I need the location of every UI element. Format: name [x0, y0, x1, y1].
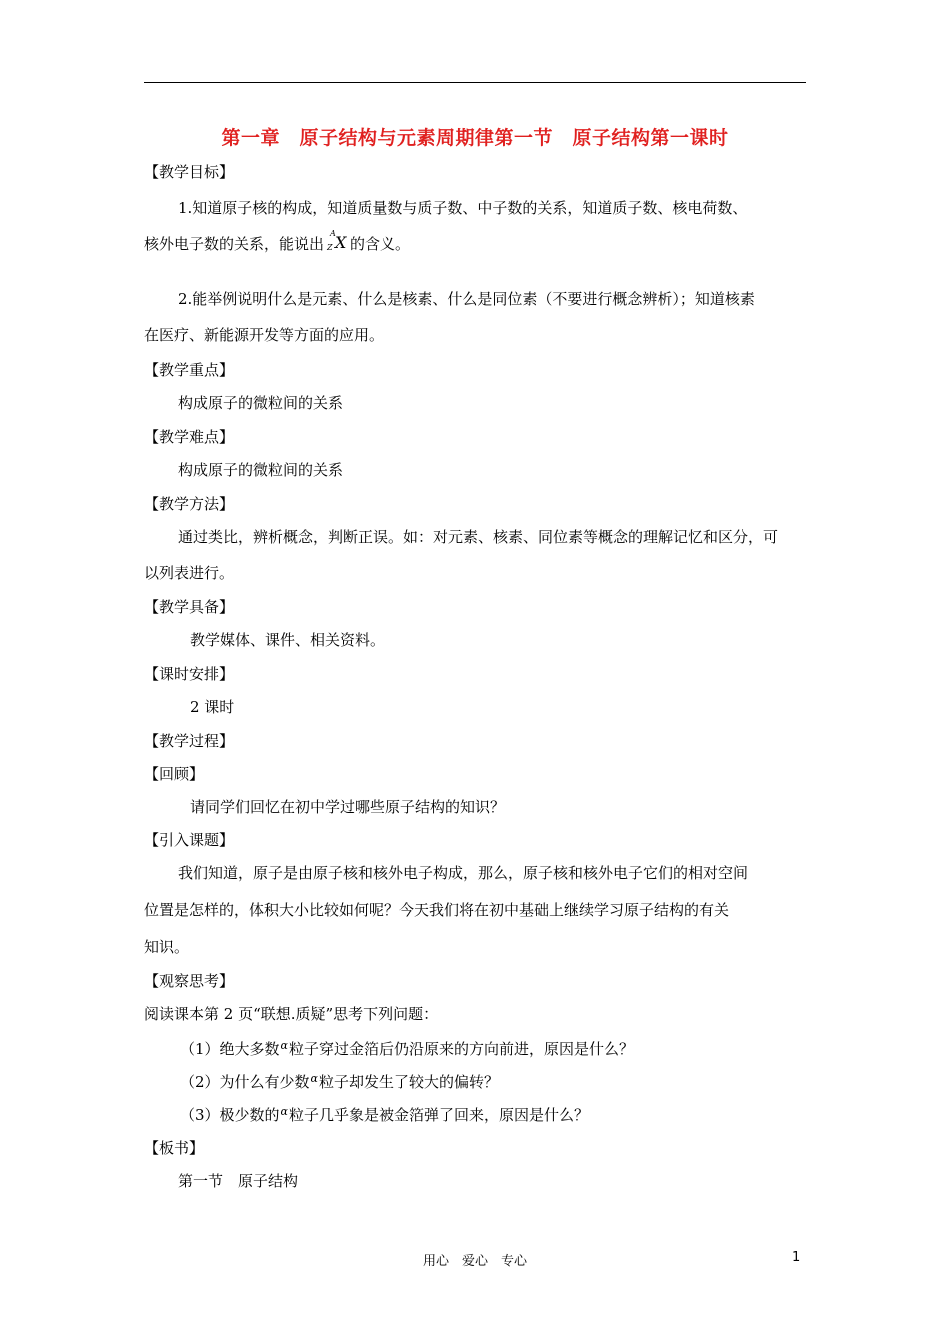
- goal-2-line-2: 在医疗、新能源开发等方面的应用。: [144, 326, 385, 344]
- schedule-text: 2 课时: [190, 698, 235, 716]
- equipment-text: 教学媒体、课件、相关资料。: [190, 631, 386, 649]
- difficult-points-heading: 【教学难点】: [144, 428, 235, 446]
- intro-line-1: 我们知道，原子是由原子核和核外电子构成，那么，原子核和核外电子它们的相对空间: [178, 864, 749, 882]
- question-1-tail: 粒子穿过金箔后仍沿原来的方向前进，原因是什么？: [288, 1040, 634, 1058]
- page-title: 第一章 原子结构与元素周期律第一节 原子结构第一课时: [221, 127, 729, 149]
- equipment-heading: 【教学具备】: [144, 598, 235, 616]
- mass-number: A: [330, 229, 336, 238]
- method-heading: 【教学方法】: [144, 495, 235, 513]
- header-rule: [144, 82, 806, 83]
- question-2-tail: 粒子却发生了较大的偏转？: [318, 1073, 499, 1091]
- question-2-lead: （2）为什么有少数: [180, 1073, 310, 1091]
- review-text: 请同学们回忆在初中学过哪些原子结构的知识？: [190, 798, 506, 816]
- board-text: 第一节 原子结构: [178, 1172, 299, 1190]
- schedule-heading: 【课时安排】: [144, 665, 235, 683]
- goal-1-line-2-text: 核外电子数的关系，能说出: [144, 235, 325, 253]
- method-line-2: 以列表进行。: [144, 564, 235, 582]
- footer-motto: 用心 爱心 专心: [422, 1254, 527, 1269]
- key-points-heading: 【教学重点】: [144, 361, 235, 379]
- goal-1-line-2: [144, 229, 411, 255]
- alpha-symbol: α: [310, 1072, 318, 1085]
- question-3-lead: （3）极少数的: [180, 1106, 280, 1124]
- alpha-symbol: α: [280, 1039, 288, 1052]
- goal-1-line-1: 1.知道原子核的构成，知道质量数与质子数、中子数的关系，知道质子数、核电荷数、: [178, 199, 748, 217]
- question-1-lead: （1）绝大多数: [180, 1040, 280, 1058]
- process-heading: 【教学过程】: [144, 732, 235, 750]
- question-3: [180, 1104, 589, 1125]
- question-2: [180, 1071, 499, 1092]
- observe-heading: 【观察思考】: [144, 972, 235, 990]
- page-number: 1: [792, 1250, 801, 1265]
- observe-text: 阅读课本第 2 页“联想.质疑”思考下列问题：: [144, 1005, 439, 1023]
- key-points-text: 构成原子的微粒间的关系: [178, 394, 344, 412]
- difficult-points-text: 构成原子的微粒间的关系: [178, 461, 344, 479]
- intro-line-2: 位置是怎样的，体积大小比较如何呢？今天我们将在初中基础上继续学习原子结构的有关: [144, 901, 730, 919]
- goals-heading: 【教学目标】: [144, 163, 235, 181]
- alpha-symbol: α: [280, 1105, 288, 1118]
- intro-line-3: 知识。: [144, 938, 190, 956]
- nuclide-symbol: [324, 229, 350, 255]
- intro-heading: 【引入课题】: [144, 831, 235, 849]
- question-3-tail: 粒子几乎象是被金箔弹了回来，原因是什么？: [288, 1106, 589, 1124]
- board-heading: 【板书】: [144, 1139, 205, 1157]
- method-line-1: 通过类比，辨析概念，判断正误。如：对元素、核素、同位素等概念的理解记忆和区分，可: [178, 528, 779, 546]
- goal-1-line-2-tail: 的含义。: [350, 235, 411, 253]
- review-heading: 【回顾】: [144, 765, 205, 783]
- element-symbol: X: [335, 233, 347, 252]
- atomic-number: Z: [327, 243, 333, 252]
- goal-2-line-1: 2.能举例说明什么是元素、什么是核素、什么是同位素（不要进行概念辨析）；知道核素: [178, 290, 755, 308]
- question-1: [180, 1038, 634, 1059]
